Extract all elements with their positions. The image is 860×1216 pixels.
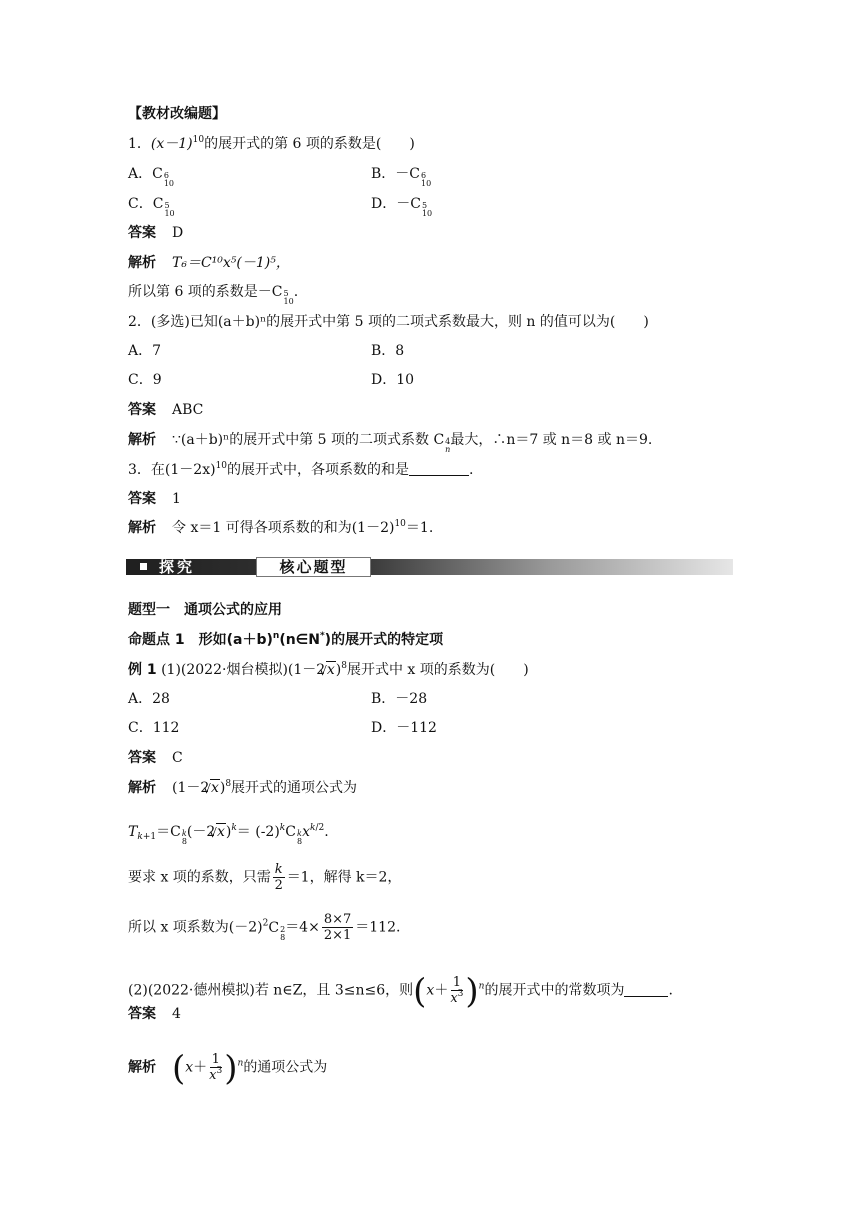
need-line: 要求 x 项的系数，只需 $\frac{k}{2}$ ＝1，解得 k＝2，	[128, 862, 402, 893]
answer-blank	[409, 461, 469, 476]
t-formula: $T_{k+1}$ ＝C k 8 (－2√ $x)^k= (-2)^kC$ k 8 $x^{k/2}$.	[128, 822, 329, 846]
ex1-analysis: 解析 (1－2√ x)$^8$展开式的通项公式为	[128, 778, 357, 798]
point-title: 命题点 1 形如$(a+b)^n(n\in N^*)$的展开式的特定项	[128, 631, 444, 648]
ex1-option-c: C．112	[128, 720, 180, 736]
analysis-1: 解析 T₆＝C¹⁰x⁵(－1)⁵，	[128, 255, 290, 271]
question-number: 1．	[128, 136, 151, 152]
expr-exponent: 10	[192, 135, 205, 145]
analysis-2: 解析 ∵(a＋b)ⁿ的展开式中第 5 项的二项式系数 C 4 n 最大，∴n＝7 或 n＝8 或 n＝9.	[128, 432, 653, 454]
option-a: A．C 6 10	[128, 166, 175, 188]
answer-3: 答案 1	[128, 491, 181, 507]
q2-option-b: B．8	[371, 343, 405, 359]
banner-bar	[126, 559, 733, 575]
ex1-analysis-2: 解析 (x＋ $\frac{1}{x^3}$ )$^n$的通项公式为	[128, 1048, 328, 1089]
section-banner	[126, 556, 733, 582]
ex1-part2: (2)(2022·德州模拟)若 n∈Z，且 3≤n≤6，则(x＋ $\frac{1}{x^3}$ )$^n$的展开式中的常数项为 .	[128, 971, 673, 1012]
ex1-answer-2: 答案 4	[128, 1006, 181, 1022]
q2-option-d: D．10	[371, 372, 415, 388]
banner-right-label: 核心题型	[256, 557, 371, 577]
analysis-1-line2: 所以第 6 项的系数是－C 5 10 .	[128, 284, 299, 306]
answer-2: 答案 ABC	[128, 402, 204, 418]
expr-base: (x－1)	[150, 136, 193, 152]
option-d: D．－C 5 10	[371, 196, 433, 218]
coef-line: 所以 x 项系数为$(-2)^2$ C 2 8 ＝4× $\frac{8\times 7}{2\times 1}$ ＝112.	[128, 912, 401, 943]
option-b: B．－C 6 10	[371, 166, 432, 188]
banner-left-label: 探究	[140, 556, 195, 578]
question-text: 的展开式的第 6 项的系数是( )	[204, 136, 415, 152]
q2-option-a: A．7	[128, 343, 162, 359]
example-1: 例 1 (1)(2022·烟台模拟)(1－2√ x)$^8$展开式中 x 项的系数为( )	[128, 660, 529, 680]
analysis-3: 解析 令 x＝1 可得各项系数的和为$(1-2)^{10}=1$.	[128, 519, 434, 536]
ex1-option-a: A．28	[128, 691, 170, 707]
type-title: 题型一 通项公式的应用	[128, 602, 282, 618]
answer-blank-2	[624, 982, 668, 997]
question-3: 3．在$(1-2x)^{10}$的展开式中，各项系数的和是 .	[128, 461, 474, 478]
ex1-option-d: D．－112	[371, 720, 437, 736]
question-1	[128, 134, 415, 154]
answer-1: 答案 D	[128, 225, 184, 241]
ex1-answer: 答案 C	[128, 750, 183, 766]
question-2: 2．(多选)已知(a＋b)ⁿ的展开式中第 5 项的二项式系数最大，则 n 的值可以为( )	[128, 314, 649, 330]
square-icon	[140, 563, 147, 570]
option-c: C．C 5 10	[128, 196, 175, 218]
ex1-option-b: B．－28	[371, 691, 428, 707]
q2-option-c: C．9	[128, 372, 162, 388]
section-header: 【教材改编题】	[128, 106, 226, 122]
